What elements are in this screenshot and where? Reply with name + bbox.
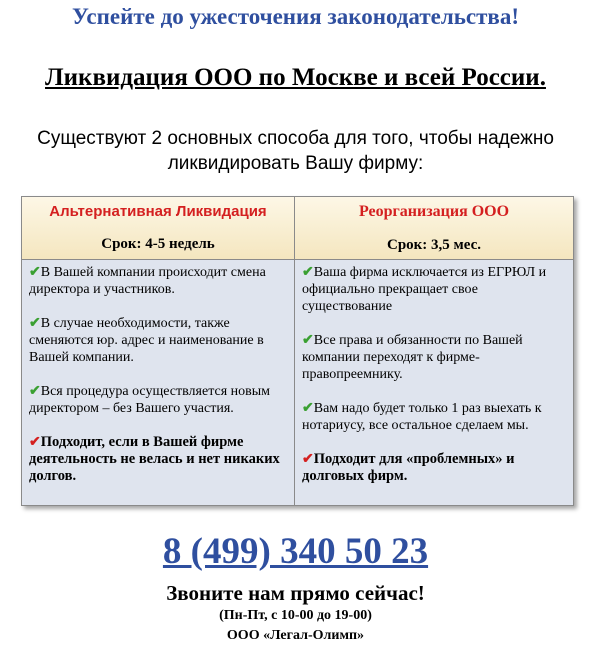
office-hours: (Пн-Пт, с 10-00 до 19-00) bbox=[219, 608, 372, 623]
checkmark-icon: ✔ bbox=[302, 333, 314, 348]
checkmark-icon: ✔ bbox=[29, 265, 41, 280]
column-title: Альтернативная Ликвидация bbox=[49, 203, 267, 220]
list-item bbox=[302, 400, 567, 434]
list-item bbox=[302, 451, 567, 485]
checkmark-icon: ✔ bbox=[29, 316, 41, 331]
column-header bbox=[22, 197, 294, 260]
column-term: Срок: 3,5 мес. bbox=[386, 237, 482, 253]
checkmark-icon: ✔ bbox=[302, 265, 314, 280]
call-to-action: Звоните нам прямо сейчас! bbox=[166, 581, 425, 605]
list-item bbox=[29, 383, 288, 417]
column-liquidation bbox=[22, 197, 295, 505]
column-header bbox=[295, 197, 573, 260]
list-item bbox=[302, 264, 567, 315]
column-title: Реорганизация ООО bbox=[358, 203, 510, 220]
phone-number-link[interactable]: 8 (499) 340 50 23 bbox=[162, 531, 429, 572]
item-text: В случае необходимости, также сменяются юр. адрес и наименование в Вашей компании. bbox=[29, 316, 264, 365]
column-reorganization bbox=[295, 197, 573, 505]
checkmark-icon: ✔ bbox=[29, 435, 41, 450]
intro-line-2: ликвидировать Вашу фирму: bbox=[167, 153, 424, 174]
list-item bbox=[29, 315, 288, 366]
company-name: ООО «Легал-Олимп» bbox=[226, 628, 365, 643]
item-text: В Вашей компании происходит смена директора и участников. bbox=[29, 265, 266, 297]
checkmark-icon: ✔ bbox=[302, 401, 314, 416]
column-term: Срок: 4-5 недель bbox=[101, 236, 215, 252]
item-text: Ваша фирма исключается из ЕГРЮЛ и официально прекращает свое существование bbox=[302, 265, 547, 314]
item-text: Подходит, если в Вашей фирме деятельность не велась и нет никаких долгов. bbox=[29, 434, 280, 484]
list-item bbox=[302, 332, 567, 383]
headline: Успейте до ужесточения законодательства! bbox=[72, 4, 519, 29]
subhead: Ликвидация ООО по Москве и всей России. bbox=[45, 64, 546, 91]
checkmark-icon: ✔ bbox=[302, 452, 314, 467]
list-item bbox=[29, 264, 288, 298]
checkmark-icon: ✔ bbox=[29, 384, 41, 399]
intro-line-1: Существуют 2 основных способа для того, чтобы надежно bbox=[37, 128, 554, 149]
column-body bbox=[22, 260, 294, 485]
item-text: Вся процедура осуществляется новым директором – без Вашего участия. bbox=[29, 384, 271, 416]
column-body bbox=[295, 260, 573, 485]
comparison-table bbox=[21, 196, 574, 506]
item-text: Все права и обязанности по Вашей компании переходят к фирме-правопреемнику. bbox=[302, 333, 523, 382]
item-text: Вам надо будет только 1 раз выехать к нотариусу, все остальное сделаем мы. bbox=[302, 401, 542, 433]
list-item bbox=[29, 434, 288, 485]
item-text: Подходит для «проблемных» и долговых фирм. bbox=[302, 451, 515, 484]
intro-text bbox=[0, 126, 591, 176]
